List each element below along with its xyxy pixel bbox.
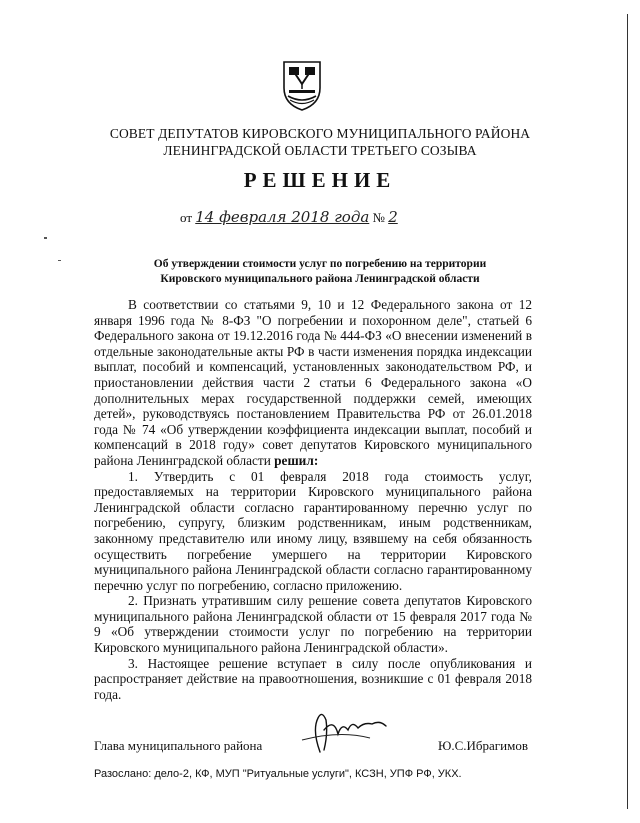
issuer-line-1: СОВЕТ ДЕПУТАТОВ КИРОВСКОГО МУНИЦИПАЛЬНОГО РАЙОНА (109, 126, 531, 141)
decided-colon: : (313, 452, 319, 468)
decided-word: решил (274, 452, 314, 468)
handwritten-signature (300, 700, 390, 760)
preamble-paragraph (94, 297, 532, 469)
subject-line-1: Об утверждении стоимости услуг по погребению на территории (153, 258, 487, 270)
handwritten-number: 2 (388, 208, 398, 226)
decision-subject (120, 257, 520, 287)
item-paragraph-2: 2. Признать утратившим силу решение совета депутатов Кировского муниципального района Ленинградской области от 15 февраля 2017 года № 9 «Об утверждении стоимости услуг по погребению на территории Кировского муниципального района Ленинградской области». (94, 593, 532, 656)
date-prefix: от (180, 210, 193, 225)
item-paragraph-3: 3. Настоящее решение вступает в силу после опубликования и распространяет действие на правоотношения, возникшие с 01 февраля 2018 года. (94, 655, 532, 702)
handwritten-date: 14 февраля 2018 года (195, 208, 370, 226)
coat-of-arms-icon (280, 58, 324, 113)
document-title: РЕШЕНИЕ (243, 168, 397, 192)
number-prefix: № (372, 210, 385, 225)
item-paragraph-1: 1. Утвердить с 01 февраля 2018 года стоимость услуг, предоставляемых на территории Кировского муниципального района Ленинградской области согласно гарантированному перечню услуг по погребению, супругу, близким родственникам, иным родственникам, законному представителю или иному лицу, взявшему на себя обязанность осуществить погребение умершего на территории Кировского муниципального района Ленинградской области согласно гарантированному перечню услуг по погребению, согласно приложению. (94, 468, 532, 593)
decision-dateline (180, 208, 398, 226)
preamble-text: В соответствии со статьями 9, 10 и 12 Федерального закона от 12 января 1996 года № 8-ФЗ "О погребении и похоронном деле", статьей 6 Федерального закона от 19.12.2016 года № 444-ФЗ «О внесении изменений в отдельные законодательные акты РФ в части изменения порядка индексации выплат, пособий и компенсаций, установленных законодательством РФ, и приостановлении действия части 2 статьи 6 Федерального закона «О дополнительных мерах государственной поддержки семей, имеющих детей», руководствуясь постановлением Правительства РФ от 26.01.2018 года № 74 «Об утверждении коэффициента индексации выплат, пособий и компенсаций в 2018 году» совет депутатов Кировского муниципального района Ленинградской области (94, 297, 532, 468)
subject-line-2: Кировского муниципального района Ленинградской области (160, 273, 480, 285)
signatory-position: Глава муниципального района (94, 738, 263, 753)
decision-body (94, 297, 532, 702)
distribution-list: Разослано: дело-2, КФ, МУП "Ритуальные услуги", КСЗН, УПФ РФ, УКХ. (94, 768, 462, 780)
signatory-name: Ю.С.Ибрагимов (438, 738, 528, 753)
scan-speck (58, 260, 61, 261)
scan-speck (44, 237, 47, 239)
issuer-line-2: ЛЕНИНГРАДСКОЙ ОБЛАСТИ ТРЕТЬЕГО СОЗЫВА (163, 143, 477, 158)
